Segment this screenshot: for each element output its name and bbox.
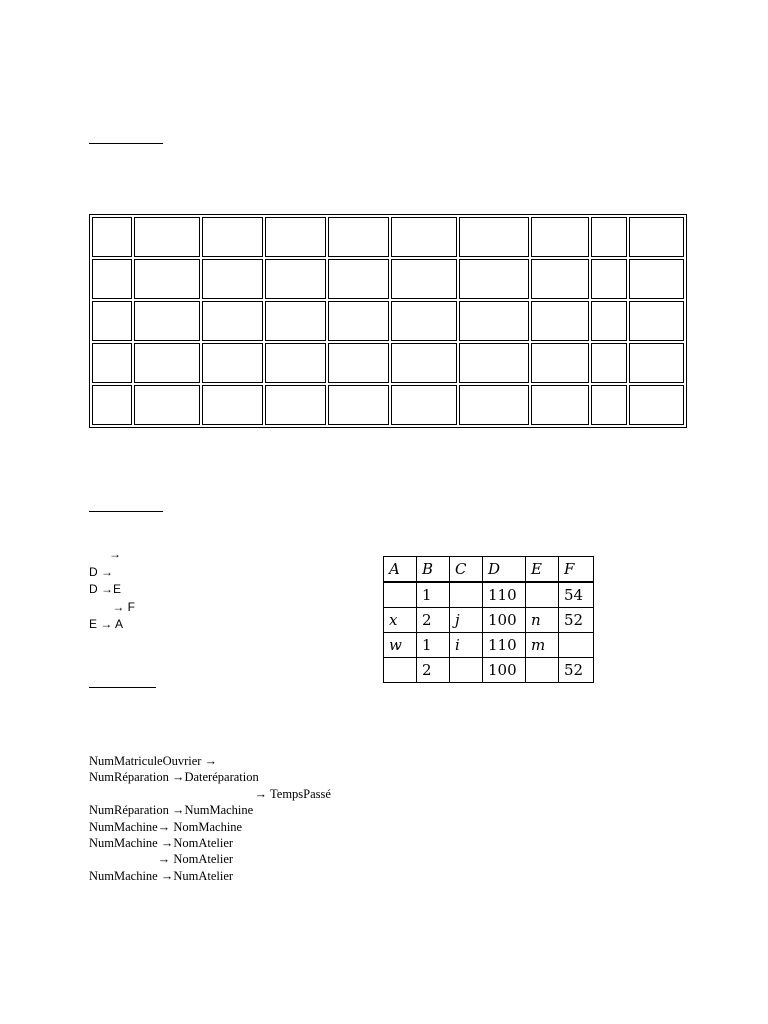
relation-cell: 1 xyxy=(417,633,450,658)
functional-dependency-line: NumMatriculeOuvrier → xyxy=(89,754,218,768)
relation-header-cell: E xyxy=(526,557,559,583)
relation-cell: j xyxy=(450,608,483,633)
grid-cell xyxy=(459,217,529,257)
grid-cell xyxy=(629,385,684,425)
functional-dependency-line: NumMachine→ NomMachine xyxy=(89,819,243,834)
relation-cell: i xyxy=(450,633,483,658)
grid-cell xyxy=(629,217,684,257)
relation-header-cell: B xyxy=(417,557,450,583)
grid-cell xyxy=(134,217,200,257)
functional-dependency-line: NumMachine →NomAtelier xyxy=(89,835,234,850)
grid-cell xyxy=(629,343,684,383)
grid-row xyxy=(92,343,684,383)
relation-cell xyxy=(450,658,483,683)
relation-row xyxy=(384,608,594,633)
relation-header-row xyxy=(384,557,594,583)
grid-cell xyxy=(591,343,627,383)
grid-cell xyxy=(92,259,132,299)
grid-row xyxy=(92,217,684,257)
grid-cell xyxy=(202,217,262,257)
relation-cell: n xyxy=(526,608,559,633)
relation-cell xyxy=(526,658,559,683)
grid-cell xyxy=(265,259,326,299)
functional-dependencies-list xyxy=(89,753,331,884)
relation-cell: 100 xyxy=(483,658,526,683)
dependency-line: E → A xyxy=(89,617,124,631)
grid-cell xyxy=(591,259,627,299)
functional-dependency-line: NumRéparation →NumMachine xyxy=(89,803,254,818)
dependency-line: D → xyxy=(89,564,113,579)
grid-cell xyxy=(202,343,262,383)
grid-cell xyxy=(92,217,132,257)
grid-cell xyxy=(328,385,389,425)
functional-dependency-line: → TempsPassé xyxy=(89,786,331,801)
relation-cell: x xyxy=(384,608,417,633)
relation-row xyxy=(384,633,594,658)
relation-cell: 110 xyxy=(483,582,526,608)
grid-cell xyxy=(265,385,326,425)
grid-cell xyxy=(202,385,262,425)
relation-cell: 52 xyxy=(559,608,594,633)
relation-cell xyxy=(526,582,559,608)
functional-dependency-line: NumRéparation →Dateréparation xyxy=(89,770,259,785)
relation-table xyxy=(383,556,594,683)
relation-cell: 100 xyxy=(483,608,526,633)
section-heading-underline-1 xyxy=(89,143,163,144)
relation-cell: 2 xyxy=(417,608,450,633)
relation-cell: 54 xyxy=(559,582,594,608)
section-heading-underline-2 xyxy=(89,511,163,512)
grid-cell xyxy=(459,343,529,383)
grid-cell xyxy=(92,343,132,383)
grid-cell xyxy=(328,343,389,383)
grid-cell xyxy=(459,301,529,341)
relation-cell xyxy=(384,658,417,683)
grid-cell xyxy=(629,301,684,341)
relation-cell xyxy=(559,633,594,658)
relation-header-cell: A xyxy=(384,557,417,583)
grid-cell xyxy=(531,259,588,299)
grid-cell xyxy=(134,385,200,425)
relation-cell: 2 xyxy=(417,658,450,683)
grid-cell xyxy=(459,259,529,299)
dependency-line: → F xyxy=(89,599,136,614)
grid-cell xyxy=(391,301,457,341)
relation-cell: w xyxy=(384,633,417,658)
empty-grid-body xyxy=(92,217,684,425)
dependency-line: → xyxy=(89,547,122,561)
relation-header-cell: C xyxy=(450,557,483,583)
grid-cell xyxy=(591,301,627,341)
relation-header-cell: D xyxy=(483,557,526,583)
grid-cell xyxy=(391,259,457,299)
grid-cell xyxy=(134,343,200,383)
grid-cell xyxy=(629,259,684,299)
grid-cell xyxy=(134,301,200,341)
grid-row xyxy=(92,259,684,299)
grid-cell xyxy=(328,301,389,341)
grid-row xyxy=(92,385,684,425)
section-heading-underline-3 xyxy=(89,687,156,688)
relation-cell: 110 xyxy=(483,633,526,658)
grid-cell xyxy=(391,385,457,425)
relation-cell: 1 xyxy=(417,582,450,608)
grid-cell xyxy=(391,217,457,257)
grid-cell xyxy=(531,217,588,257)
grid-cell xyxy=(202,259,262,299)
functional-dependency-line: → NomAtelier xyxy=(89,852,234,867)
relation-cell xyxy=(384,582,417,608)
dependency-line: D →E xyxy=(89,582,122,596)
grid-cell xyxy=(591,385,627,425)
relation-cell: m xyxy=(526,633,559,658)
empty-grid-table xyxy=(89,214,687,428)
functional-dependency-line: NumMachine →NumAtelier xyxy=(89,868,234,883)
grid-cell xyxy=(531,385,588,425)
grid-cell xyxy=(391,343,457,383)
grid-cell xyxy=(328,217,389,257)
grid-cell xyxy=(531,343,588,383)
grid-row xyxy=(92,301,684,341)
grid-cell xyxy=(134,259,200,299)
grid-cell xyxy=(92,385,132,425)
relation-cell xyxy=(450,582,483,608)
relation-row xyxy=(384,582,594,608)
grid-cell xyxy=(265,343,326,383)
grid-cell xyxy=(265,217,326,257)
left-dependencies xyxy=(89,546,135,634)
grid-cell xyxy=(92,301,132,341)
grid-cell xyxy=(265,301,326,341)
grid-cell xyxy=(531,301,588,341)
grid-cell xyxy=(328,259,389,299)
grid-cell xyxy=(591,217,627,257)
grid-cell xyxy=(459,385,529,425)
relation-table-body xyxy=(384,557,594,683)
relation-header-cell: F xyxy=(559,557,594,583)
relation-cell: 52 xyxy=(559,658,594,683)
grid-cell xyxy=(202,301,262,341)
relation-row xyxy=(384,658,594,683)
